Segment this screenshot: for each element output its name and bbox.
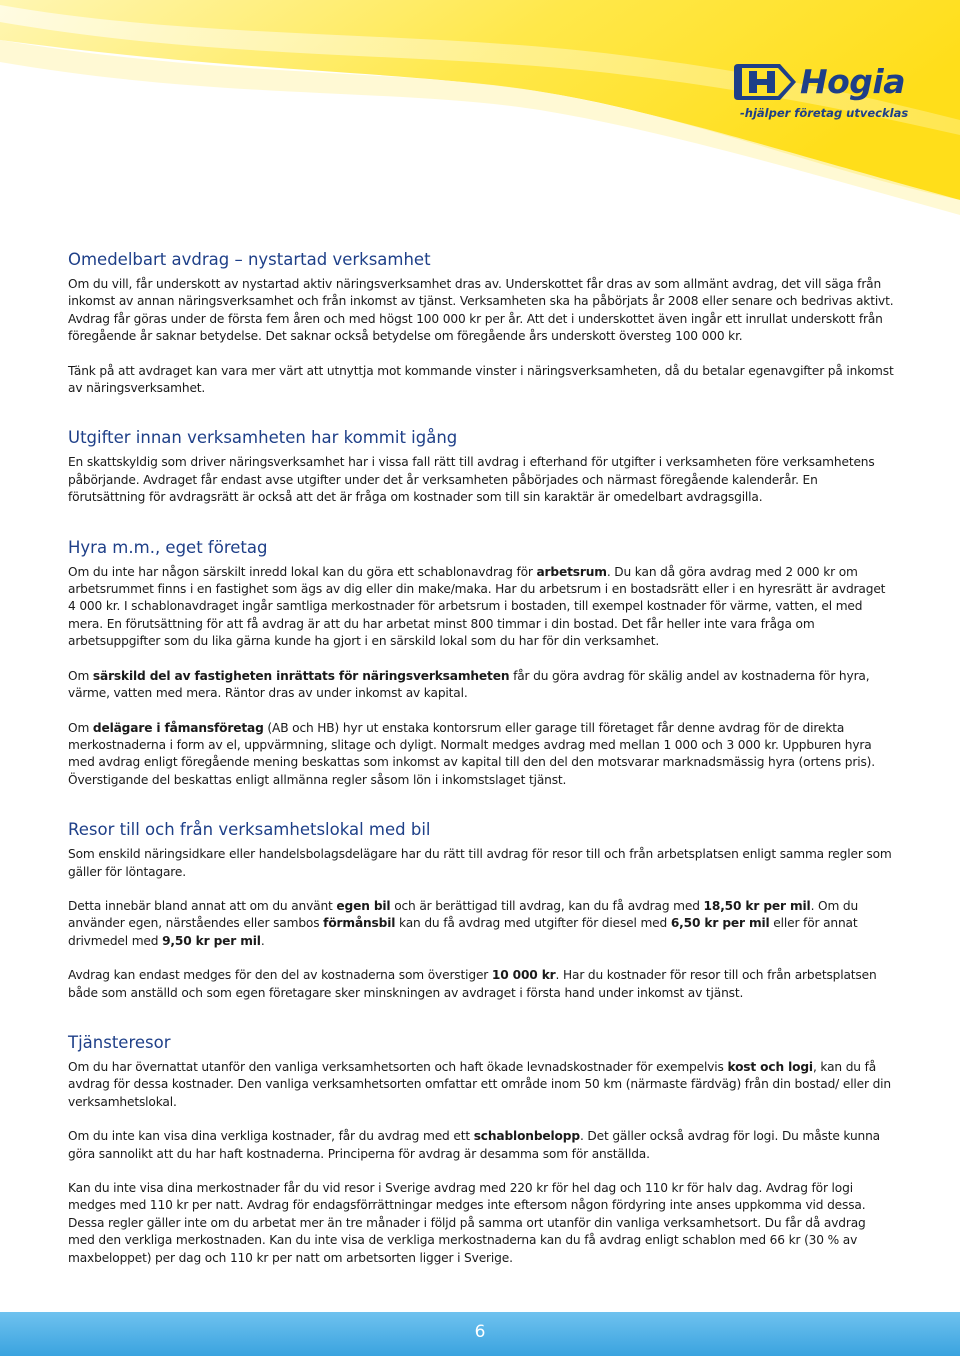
section-gap	[68, 414, 894, 426]
text-run: (AB och HB) hyr ut enstaka kontorsrum eller garage till företaget får denne avdrag för de direkta merkostnaderna i form av el, uppvärmning, slitage och dyligt. Normalt medges avdrag med mellan 1 000 och 3 000 kr. Uppburen hyra med avdrag enligt föregående mening beskattas som inkomst av kapital till den del den motsvarar marknadsmässig hyra (ortens pris). Överstigande del beskattas enligt allmänna regler såsom lön i inkomstslaget tjänst.	[68, 720, 876, 787]
text-run: Detta innebär bland annat att om du använt	[68, 898, 337, 913]
text-run: , kan du få avdrag för dessa kostnader. Den vanliga verksamhetsorten omfattar ett område inom 50 km (närmaste färdväg) från din bostad/ eller din verksamhetslokal.	[68, 1059, 891, 1109]
text-run: Avdrag kan endast medges för den del av kostnaderna som överstiger	[68, 968, 492, 983]
bold-text: 6,50 kr per mil	[670, 916, 770, 931]
bold-text: kost och logi	[727, 1059, 813, 1074]
logo-name: Hogia	[800, 62, 905, 101]
bold-text: särskild del av fastigheten inrättats för näringsverksamheten	[92, 668, 510, 683]
section	[68, 248, 894, 397]
text-run: eller för annat drivmedel med	[68, 916, 858, 948]
paragraph	[68, 564, 894, 651]
hogia-h-mark-icon	[734, 60, 798, 104]
text-run: .	[260, 933, 265, 948]
text-run: Kan du inte visa dina merkostnader får du vid resor i Sverige avdrag med 220 kr för hel dag och 110 kr för halv dag. Avdrag för logi medges med 110 kr per natt. Avdrag för endagsförrättningar medges inte eftersom någon fördyring inte anses uppkomma vid dessa. Dessa regler gäller inte om du arbetat mer än tre månader i följd på samma ort utanför din vanliga verksamhetsort. Du får då avdrag med den verkliga merkostnaden. Kan du inte visa de verkliga merkostnaderna kan du få avdrag enligt schablon med 66 kr (30 % av maxbeloppet) per dag och 110 kr per natt om arbetsorten ligger i Sverige.	[68, 1181, 866, 1265]
section-heading: Utgifter innan verksamheten har kommit igång	[68, 428, 458, 448]
section-heading: Omedelbart avdrag – nystartad verksamhet	[68, 250, 431, 269]
paragraph	[68, 1059, 894, 1111]
paragraph	[68, 720, 894, 790]
paragraph	[68, 668, 894, 703]
paragraph	[68, 276, 894, 346]
paragraph	[68, 846, 894, 881]
hogia-logo	[734, 60, 909, 126]
paragraph	[68, 363, 894, 398]
text-run: . Om du använder egen, närståendes eller sambos	[68, 898, 859, 931]
section	[68, 1019, 894, 1267]
section-heading: Hyra m.m., eget företag	[68, 537, 268, 557]
paragraph	[68, 1180, 894, 1267]
text-run: Som enskild näringsidkare eller handelsbolagsdelägare har du rätt till avdrag för resor till och från arbetsplatsen enligt samma regler som gäller för löntagare.	[68, 847, 892, 879]
bold-text: schablonbelopp	[473, 1129, 580, 1144]
text-run: . Det gäller också avdrag för logi. Du måste kunna göra sannolikt att du har haft kostnaderna. Principerna för avdrag är desamma som för anställda.	[68, 1129, 880, 1161]
document-body	[68, 248, 894, 1284]
text-run: Om	[68, 720, 93, 735]
page-number: 6	[474, 1322, 486, 1342]
text-run: Om du vill, får underskott av nystartad aktiv näringsverksamhet dras av. Underskottet får dras av som allmänt avdrag, det vill säga från inkomst av annan näringsverksamhet och från inkomst av tjänst. Verksamheten ska ha påbörjats år 2008 eller senare och bedrivas aktivt. Avdrag får göras under de första fem åren och med högst 100 000 kr per år. Att det i underskottet även ingår ett inrullat underskott från föregående år saknar betydelse. Det saknar också betydelse om föregående års underskott översteg 100 000 kr.	[68, 277, 894, 344]
text-run: Om	[68, 668, 93, 683]
bold-text: 10 000 kr	[491, 968, 556, 983]
text-run: . Du kan då göra avdrag med 2 000 kr om arbetsrummet finns i en fastighet som ägs av dig eller din make/maka. Har du arbetsrum i en bostadsrätt eller i en hyresrätt är avdraget 4 000 kr. I schablonavdraget ingår samtliga merkostnader för arbetsrum i bostaden, till exempel kostnader för värme, vatten, el med mera. En förutsättning för att få avdrag är att du har arbetat minst 800 timmar i din bostad. Det får heller inte vara fråga om arbetsuppgifter som du lika gärna kunde ha gjort i en särskild lokal som du har för din verksamhet.	[68, 564, 886, 649]
bold-text: 18,50 kr per mil	[703, 898, 811, 913]
paragraph	[68, 967, 894, 1002]
text-run: En skattskyldig som driver näringsverksamhet har i vissa fall rätt till avdrag i efterhand för utgifter i verksamheten före verksamhetens påbörjande. Avdraget får endast avse utgifter under det år verksamheten påbörjades och närmast föregående kalenderår. En förutsättning för avdragsrätt är också att det är fråga om kostnader som till sin karaktär är omedelbart avdragsgilla.	[68, 455, 875, 505]
text-run: Om du inte har någon särskilt inredd lokal kan du göra ett schablonavdrag för	[68, 564, 537, 579]
text-run: Om du inte kan visa dina verkliga kostnader, får du avdrag med ett	[68, 1129, 474, 1144]
bold-text: delägare i fåmansföretag	[92, 720, 264, 735]
bold-text: förmånsbil	[323, 916, 396, 931]
section-heading: Tjänsteresor	[68, 1032, 171, 1052]
text-run: . Har du kostnader för resor till och från arbetsplatsen både som anställd och som egen företagare sker minskningen av avdraget i första hand under inkomst av tjänst.	[68, 968, 877, 1000]
section-heading: Resor till och från verksamhetslokal med bil	[68, 820, 431, 840]
paragraph	[68, 454, 894, 506]
section	[68, 414, 894, 506]
section-gap	[68, 806, 894, 818]
text-run: Om du har övernattat utanför den vanliga verksamhetsorten och haft ökade levnadskostnader för exempelvis	[68, 1059, 728, 1074]
paragraph	[68, 1128, 894, 1163]
section	[68, 806, 894, 1002]
text-run: kan du få avdrag med utgifter för diesel med	[395, 916, 671, 931]
bold-text: 9,50 kr per mil	[162, 933, 261, 948]
text-run: får du göra avdrag för skälig andel av kostnaderna för hyra, värme, vatten med mera. Räntor dras av under inkomst av kapital.	[68, 668, 870, 701]
paragraph	[68, 898, 894, 950]
bold-text: egen bil	[336, 898, 391, 913]
section-gap	[68, 1019, 894, 1031]
logo-tagline: -hjälper företag utvecklas	[740, 106, 909, 120]
section	[68, 524, 894, 789]
section-gap	[68, 524, 894, 536]
bold-text: arbetsrum	[536, 564, 607, 579]
text-run: Tänk på att avdraget kan vara mer värt att utnyttja mot kommande vinster i näringsverksamheten, då du betalar egenavgifter på inkomst av näringsverksamhet.	[68, 363, 894, 396]
text-run: och är berättigad till avdrag, kan du få avdrag med	[390, 898, 704, 913]
